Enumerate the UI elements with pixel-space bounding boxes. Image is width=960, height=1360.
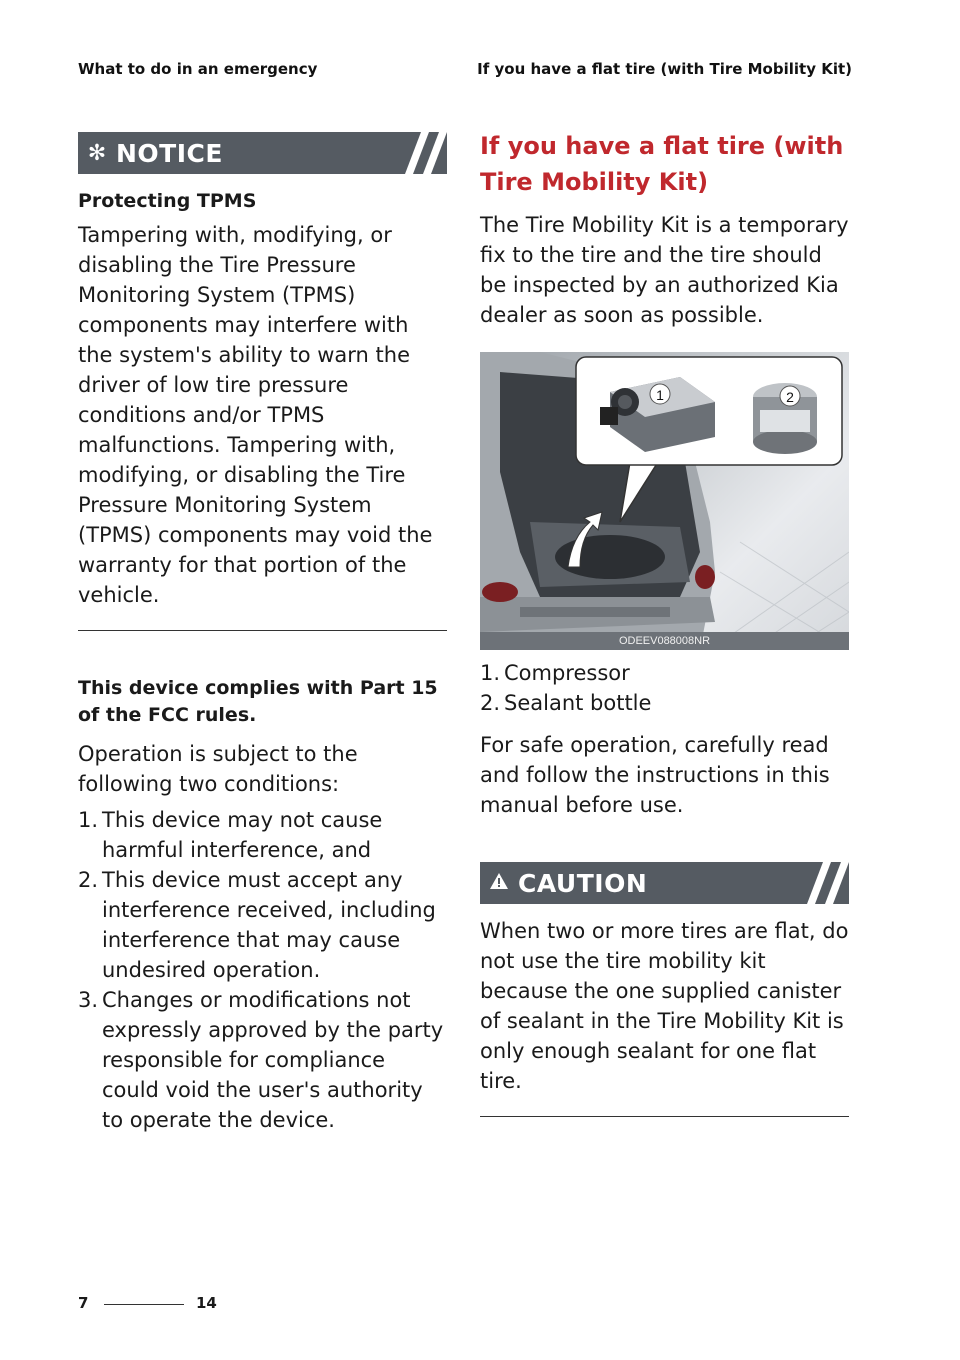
banner-slash-decoration (789, 862, 849, 904)
caution-banner (480, 862, 849, 904)
notice-label: NOTICE (116, 138, 223, 168)
notice-subtitle: Protecting TPMS (78, 190, 257, 212)
list-item (480, 688, 849, 718)
parts-list (480, 658, 849, 718)
list-item (78, 865, 447, 985)
fcc-conditions-list (78, 805, 447, 1135)
sealant-bottle-illustration (753, 383, 817, 454)
list-item-number: 2. (480, 691, 501, 715)
notice-divider (78, 630, 447, 631)
caution-divider (480, 1116, 849, 1117)
banner-slash-decoration (387, 132, 447, 174)
list-item-number: 1. (78, 808, 99, 832)
figure-code: ODEEV088008NR (480, 632, 849, 650)
caution-body: When two or more tires are flat, do not use the tire mobility kit because the one supplied canister of sealant in the Tire Mobility Kit is only enough sealant for one flat tire. (480, 919, 849, 1093)
list-item-number: 1. (480, 661, 501, 685)
list-item (480, 658, 849, 688)
fcc-heading: This device complies with Part 15 of the FCC rules. (78, 677, 438, 726)
instruction-text: For safe operation, carefully read and follow the instructions in this manual before use. (480, 733, 830, 817)
topic-header: If you have a flat tire (with Tire Mobility Kit) (477, 60, 852, 78)
list-item (78, 985, 447, 1135)
caution-label: CAUTION (518, 868, 648, 898)
car-trunk-illustration (480, 352, 849, 650)
notice-banner (78, 132, 447, 174)
asterisk-icon: ✻ (87, 140, 107, 166)
list-item-text: Changes or modifications not expressly approved by the party responsible for compliance could void the user's authority to operate the device. (102, 988, 444, 1132)
fcc-intro: Operation is subject to the following two conditions: (78, 742, 358, 796)
callout-1-label: 1 (656, 387, 664, 403)
list-item-number: 2. (78, 868, 99, 892)
warning-icon (480, 871, 518, 896)
chapter-number: 7 (78, 1294, 89, 1312)
list-item-text: This device may not cause harmful interference, and (102, 808, 383, 862)
list-item-text: Sealant bottle (504, 691, 652, 715)
tmk-intro: The Tire Mobility Kit is a temporary fix to the tire and the tire should be inspected by an authorized Kia dealer as soon as possible. (480, 213, 849, 327)
page-number: 14 (196, 1294, 217, 1312)
list-item-text: Compressor (504, 661, 630, 685)
tire-mobility-kit-figure (480, 352, 849, 650)
page-number-divider (104, 1304, 184, 1305)
right-column (480, 128, 849, 1117)
list-item-number: 3. (78, 988, 99, 1012)
left-column (78, 132, 447, 1135)
section-header: What to do in an emergency (78, 60, 318, 78)
notice-body: Tampering with, modifying, or disabling the Tire Pressure Monitoring System (TPMS) components may interfere with the system's ability to warn the driver of low tire pressure conditions and/or TPMS malfunctions. Tampering with, modifying, or disabling the Tire Pressure Monitoring System (TPMS) components may void the warranty for that portion of the vehicle. (78, 223, 433, 607)
section-title: If you have a flat tire (with Tire Mobility Kit) (480, 132, 844, 196)
list-item (78, 805, 447, 865)
list-item-text: This device must accept any interference received, including interference that may cause undesired operation. (102, 868, 436, 982)
callout-2-label: 2 (786, 389, 794, 405)
